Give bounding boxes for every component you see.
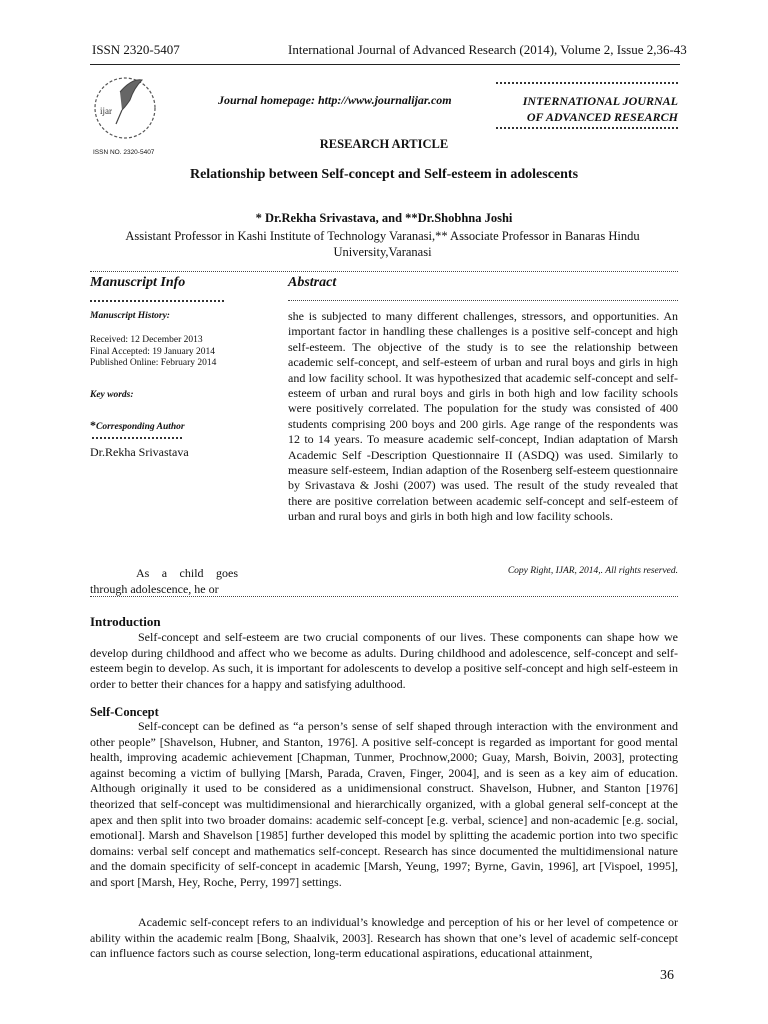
logo-text: ijar [100,106,112,116]
academic-self-concept-paragraph: Academic self-concept refers to an individual’s knowledge and perception of his or her level of competence or ability within the academic realm [Bong, Shaalvik, 2003]. Research has shown that one’s level of academic self-concept can influence factors such as course selection, long-term educational aspirations, educational attainment, [90,915,678,961]
issn-header: ISSN 2320-5407 [92,42,180,57]
page-number: 36 [660,968,674,983]
journal-reference: International Journal of Advanced Research (2014), Volume 2, Issue 2,36-43 [288,42,687,57]
journal-title [496,93,678,125]
journal-title-top-rule [496,82,678,84]
abstract-lead-in: As a child goes through adolescence, he or [90,566,238,596]
corresponding-author-name: Dr.Rekha Srivastava [90,445,189,459]
header-rule [90,64,680,65]
journal-title-line-2: OF ADVANCED RESEARCH [526,110,678,124]
accepted-date: Final Accepted: 19 January 2014 [90,346,216,357]
manuscript-history-label: Manuscript History: [90,311,170,321]
journal-title-line-1: INTERNATIONAL JOURNAL [522,94,678,108]
manuscript-dates [90,335,216,370]
introduction-paragraph: Self-concept and self-esteem are two crucial components of our lives. These components can shape how we develop during childhood and affect who we become as adults. During childhood and adolescence, self-concept and self-esteem begin to develop. As such, it is important for adolescents to develop a positive self-concept and high self-esteem in order to better their chances for a happy and satisfying adulthood. [90,630,678,691]
corresponding-author-label: *Corresponding Author [90,418,185,432]
introduction-heading: Introduction [90,614,161,629]
abstract-rule [288,300,678,301]
published-date: Published Online: February 2014 [90,358,217,368]
abstract-text: she is subjected to many different challenges, stressors, and opportunities. An important factor in handling these challenges is a positive self-concept and high self-esteem. The objective of the study is to see the relationship between academic self-concept, and self-esteem of urban and rural boys and girls in high and low facility school. It was hypothesized that academic self-concept and self-esteem of urban and rural boys and girls in both high and low facility schools were positively correlated. The population for the study was consisted of 400 students comprising 200 boys and 200 girls. Age range of the respondents was 12 to 14 years. To measure academic self-concept, Indian adaptation of Marsh Academic Self -Description Questionnaire II (ASDQ) was used. Similarly to measure self-esteem, Indian adaption of the Rosenberg self-esteem questionnaire by Srivastava & Joshi (2007) was used. The result of the study revealed that there are positive correlation between academic self-concept and self-esteem of urban and rural boys and girls in both high and low facility schools. [288,309,678,524]
authors: * Dr.Rekha Srivastava, and **Dr.Shobhna Joshi [255,211,513,225]
corresponding-author-rule [92,437,182,439]
copyright-notice: Copy Right, IJAR, 2014,. All rights reserved. [507,566,678,576]
self-concept-heading: Self-Concept [90,705,159,719]
journal-title-bottom-rule [496,127,678,129]
abstract-heading: Abstract [288,275,337,290]
corresponding-author-text: Corresponding Author [96,422,185,432]
manuscript-info-heading: Manuscript Info [90,275,186,290]
section-divider-top [90,271,678,272]
keywords-label: Key words: [90,390,134,400]
logo-issn: ISSN NO. 2320-5407 [93,149,155,156]
section-divider-bottom [90,596,678,597]
affiliation: Assistant Professor in Kashi Institute of Technology Varanasi,** Associate Professor in Banaras Hindu University,Varanasi [125,229,640,259]
manuscript-info-rule [90,300,224,302]
article-title: Relationship between Self-concept and Self-esteem in adolescents [189,167,579,182]
received-date: Received: 12 December 2013 [90,335,203,345]
self-concept-paragraph: Self-concept can be defined as “a person’s sense of self shaped through interaction with the environment and other people” [Shavelson, Hubner, and Stanton, 1976]. A positive self-concept is regarded as important for good mental health, improving academic achievement [Chapman, Tunmer, Prochnow,2000; Guay, Marsh, Boivin, 2003], protecting against becoming a victim of bullying [Marsh, Parada, Craven, Finger, 2004], and is seen as a key aim of education. Although originally it used to be considered as a unidimensional construct. Shavelson, Hubner, and Stanton [1976] theorized that self-concept was multidimensional and hierarchically organized, with a global general self-concept at the apex and then split into two broader domains: academic self-concept [e.g. verbal, science] and non-academic [e.g. social, emotional]. Marsh and Shavelson [1985] further developed this model by splitting the academic portion into two specific domains: verbal self concept and mathematics self-concept. Research has since documented the multidimensional nature and the domain specificity of self-concept in academic [Marsh, Yeung, 1997; Byrne, Gavin, 1996], art [Vispoel, 1995], and sport [Marsh, Hey, Roche, Perry, 1997] settings. [90,719,678,889]
article-type: RESEARCH ARTICLE [319,137,449,151]
journal-homepage-link[interactable]: Journal homepage: http://www.journalijar.com [218,93,452,107]
